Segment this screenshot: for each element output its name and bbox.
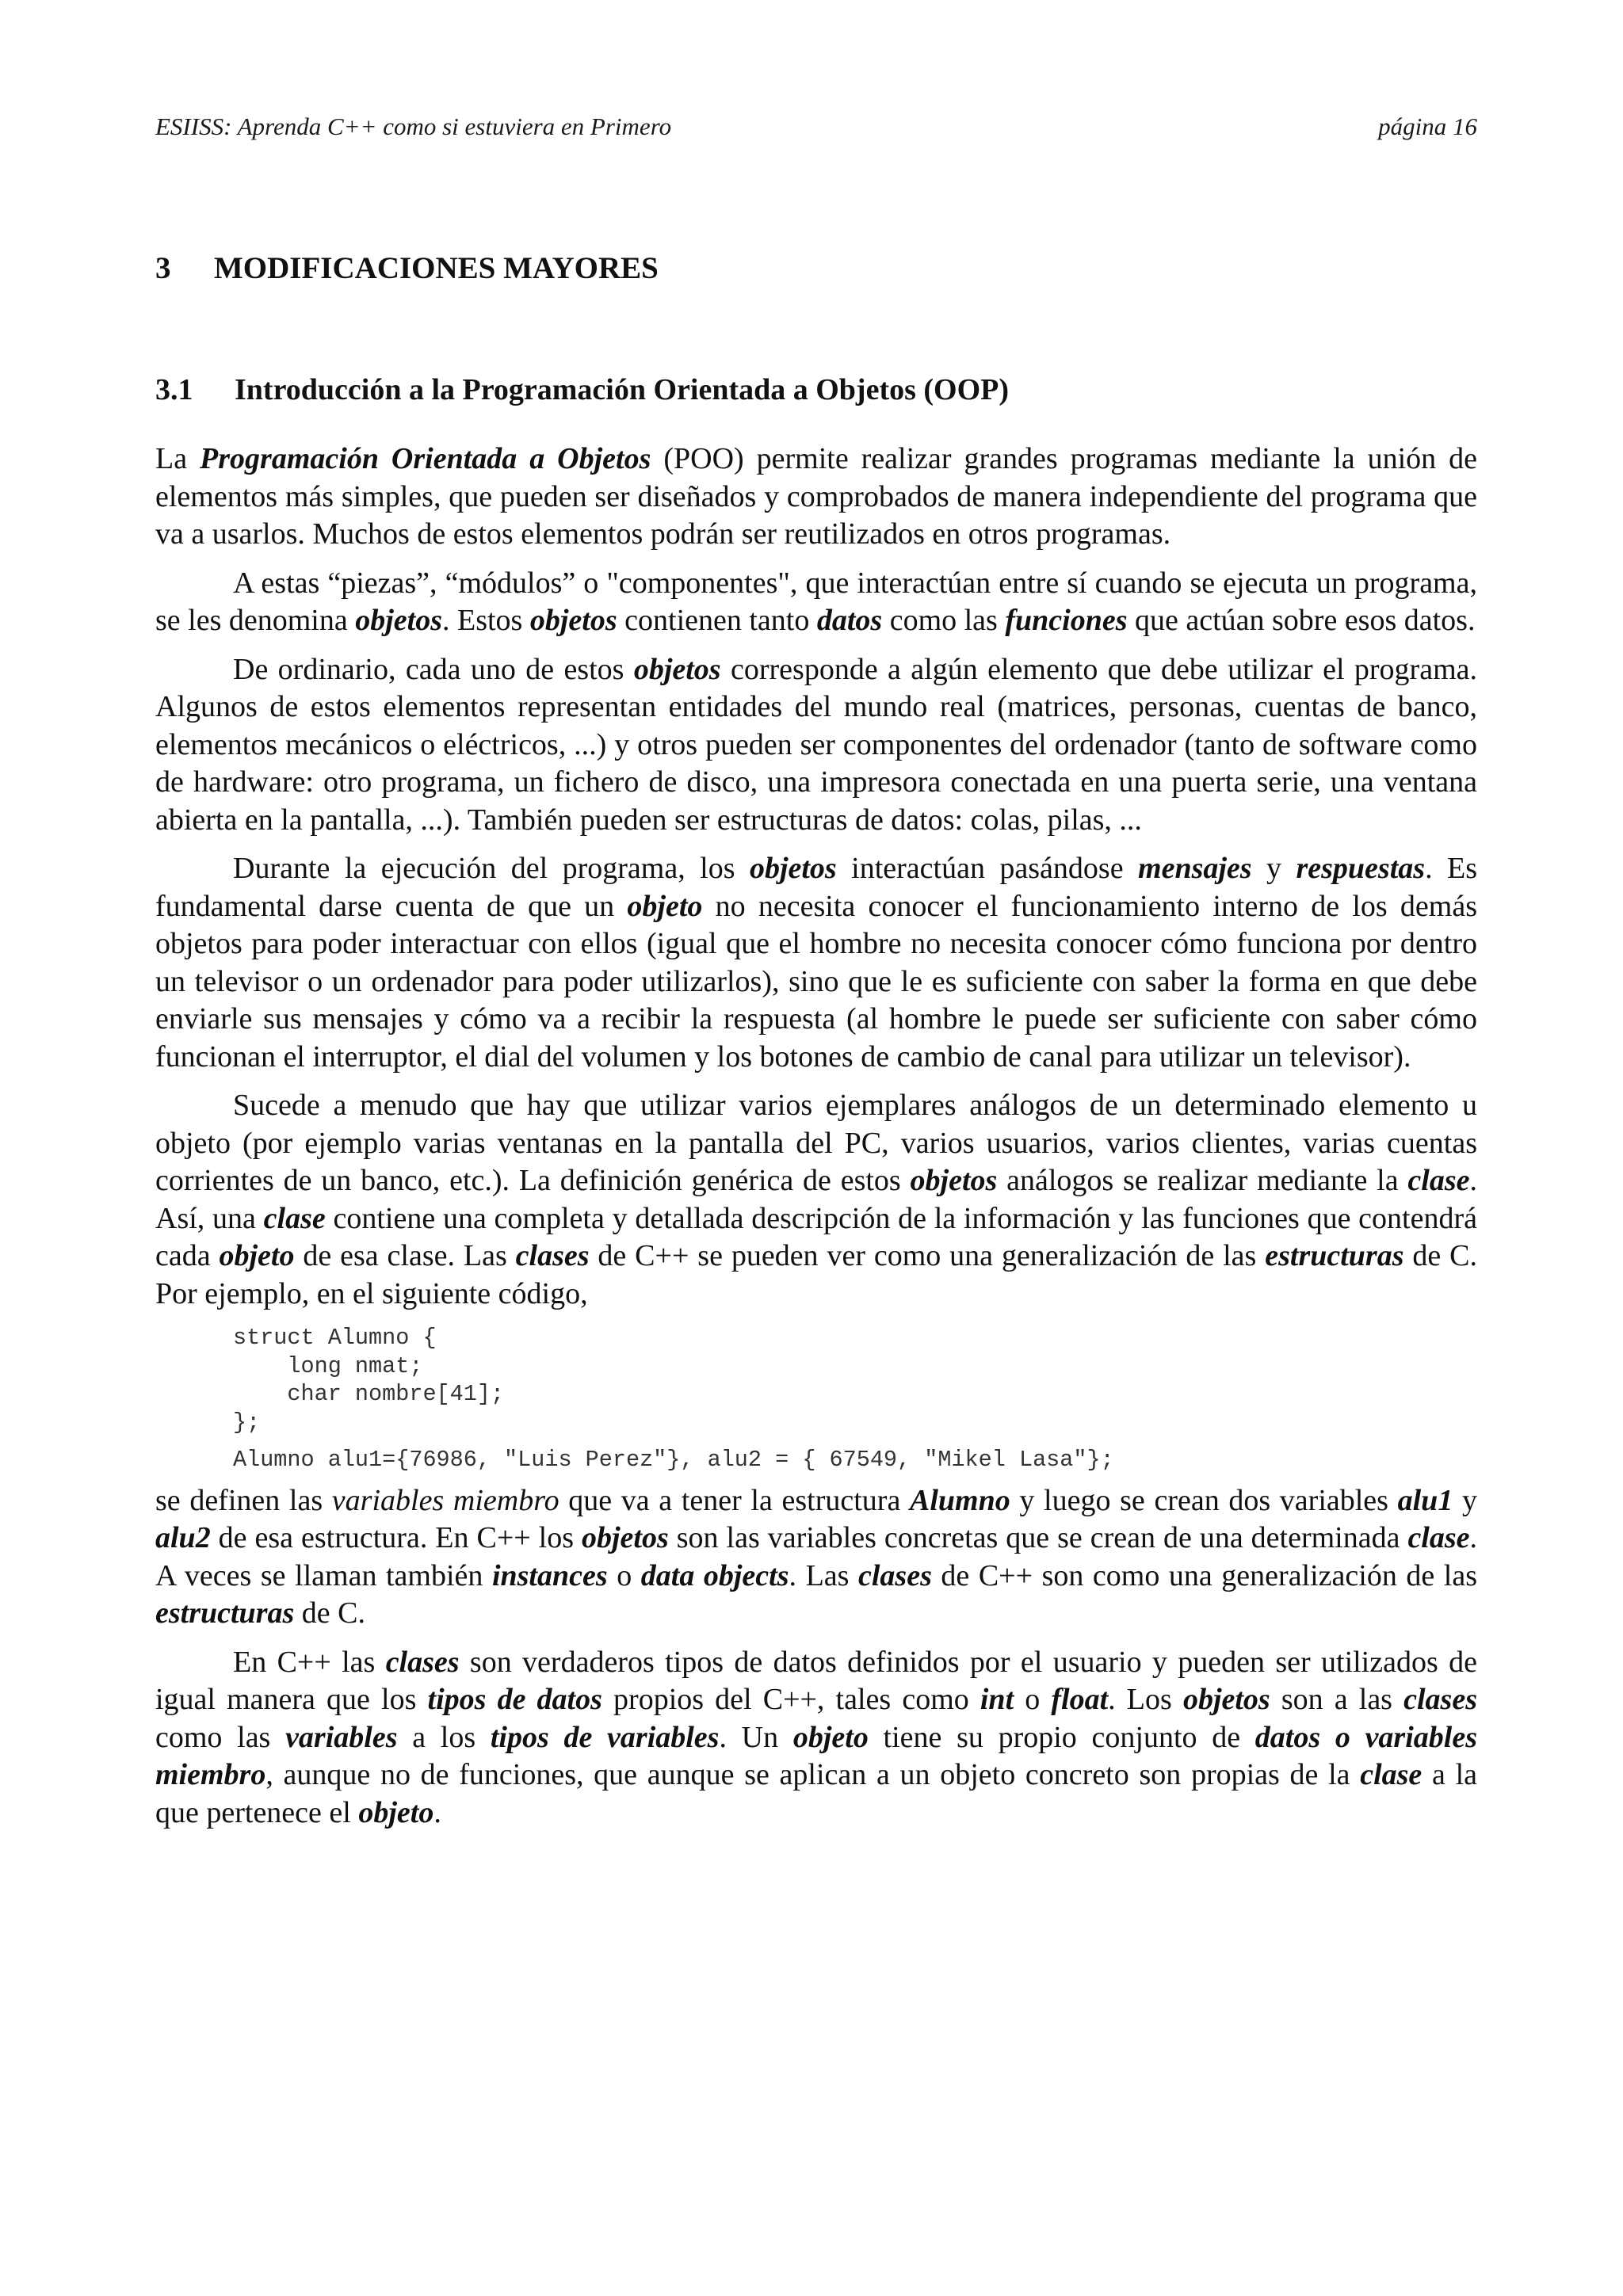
emphasis-term: clases xyxy=(515,1239,590,1272)
paragraph xyxy=(155,1087,1477,1313)
running-header xyxy=(155,113,1477,141)
paragraph xyxy=(155,850,1477,1076)
text-run: , aunque no de funciones, que aunque se aplican a un objeto concreto son propias de la xyxy=(265,1758,1361,1791)
emphasis-term: mensajes xyxy=(1138,852,1252,885)
emphasis-term: objetos xyxy=(582,1521,669,1554)
code-struct-definition: struct Alumno { long nmat; char nombre[41]; }; xyxy=(233,1325,505,1436)
emphasis-term: estructuras xyxy=(1265,1239,1404,1272)
text-run: y xyxy=(1453,1483,1477,1517)
emphasis-term: respuestas xyxy=(1296,852,1426,885)
text-run: de esa clase. Las xyxy=(294,1239,516,1272)
emphasis-term: float xyxy=(1051,1683,1109,1716)
section-heading xyxy=(155,250,659,286)
subsection-heading xyxy=(155,372,1009,407)
text-run: y xyxy=(1251,852,1296,885)
text-run: y luego se crean dos variables xyxy=(1010,1483,1398,1517)
header-page-number: página 16 xyxy=(1378,113,1477,140)
header-title: ESIISS: Aprenda C++ como si estuviera en Primero xyxy=(155,113,672,140)
subsection-title: Introducción a la Programación Orientada a Objetos (OOP) xyxy=(235,373,1010,406)
text-run: . Estos xyxy=(442,604,530,637)
text-run: como las xyxy=(155,1720,286,1754)
code-variable-declaration: Alumno alu1={76986, "Luis Perez"}, alu2 = { 67549, "Mikel Lasa"}; xyxy=(233,1447,1114,1473)
emphasis-term: variables xyxy=(285,1720,398,1754)
text-run: de C++ se pueden ver como una generalización de las xyxy=(589,1239,1266,1272)
text-run: De ordinario, cada uno de estos xyxy=(233,652,634,686)
text-run: . xyxy=(433,1795,441,1829)
emphasis-term: Programación Orientada a Objetos xyxy=(200,442,651,475)
section-title: MODIFICACIONES MAYORES xyxy=(214,251,659,285)
emphasis-term: variables miembro xyxy=(331,1483,559,1517)
text-run: interactúan pasándose xyxy=(836,852,1139,885)
emphasis-term: datos o variables miembro xyxy=(155,1720,1477,1791)
text-run: corresponde a algún elemento que debe utilizar el programa. Algunos de estos elementos representan entidades del mundo real (matrices, personas, cuentas de banco, elementos mecánicos o eléctricos, ...) y otros pueden ser componentes del ordenador (tanto de software como de hardware: otro programa, un fichero de disco, una impresora conectada en una puerta serie, una ventana abierta en la pantalla, ...). También pueden ser estructuras de datos: colas, pilas, ... xyxy=(155,652,1477,837)
text-run: A estas “piezas”, “módulos” o "componentes", que interactúan entre sí cuando se ejecuta un programa, se les denomina xyxy=(155,566,1477,637)
text-run: o xyxy=(607,1558,641,1592)
emphasis-term: objeto xyxy=(358,1795,434,1829)
text-run: . Los xyxy=(1108,1683,1183,1716)
emphasis-term: clase xyxy=(1407,1521,1470,1554)
text-run: de C++ son como una generalización de las xyxy=(931,1558,1478,1592)
section-number: 3 xyxy=(155,251,171,285)
text-run: . A veces se llaman también xyxy=(155,1521,1478,1592)
emphasis-term: objetos xyxy=(529,604,617,637)
emphasis-term: int xyxy=(980,1683,1014,1716)
text-run: de C. xyxy=(294,1596,365,1630)
emphasis-term: alu1 xyxy=(1397,1483,1453,1517)
text-run: tiene su propio conjunto de xyxy=(868,1720,1255,1754)
emphasis-term: clase xyxy=(263,1201,326,1235)
text-run: o xyxy=(1014,1683,1052,1716)
paragraph xyxy=(155,441,1477,554)
text-run: propios del C++, tales como xyxy=(601,1683,980,1716)
subsection-number: 3.1 xyxy=(155,373,193,406)
text-run: Sucede a menudo que hay que utilizar varios ejemplares análogos de un determinado elemento u objeto (por ejemplo varias ventanas en la pantalla del PC, varios usuarios, varios clientes, varias cuentas corrientes de un banco, etc.). La definición genérica de estos xyxy=(155,1089,1477,1197)
emphasis-term: objetos xyxy=(749,852,837,885)
text-run: (POO) permite realizar grandes programas mediante la unión de elementos más simples, que pueden ser diseñados y comprobados de manera independiente del programa que va a usarlos. Muchos de estos elementos podrán ser reutilizados en otros programas. xyxy=(155,442,1477,551)
text-run: no necesita conocer el funcionamiento interno de los demás objetos para poder interactuar con ellos (igual que el hombre no necesita conocer cómo funciona por dentro un televisor o un ordenador para poder utilizarlos), sino que le es suficiente con saber la forma en que debe enviarle sus mensajes y cómo va a recibir la respuesta (al hombre le puede ser suficiente con saber cómo funcionan el interruptor, el dial del volumen y los botones de cambio de canal para utilizar un televisor). xyxy=(155,889,1477,1074)
emphasis-term: Alumno xyxy=(909,1483,1010,1517)
text-run: que actúan sobre esos datos. xyxy=(1127,604,1476,637)
emphasis-term: tipos de datos xyxy=(427,1683,602,1716)
text-run: . Así, una xyxy=(155,1164,1477,1235)
emphasis-term: tipos de variables xyxy=(490,1720,720,1754)
emphasis-term: objetos xyxy=(1182,1683,1270,1716)
emphasis-term: clases xyxy=(385,1645,460,1679)
emphasis-term: objetos xyxy=(910,1164,998,1197)
text-run: Durante la ejecución del programa, los xyxy=(233,852,750,885)
emphasis-term: alu2 xyxy=(155,1521,211,1554)
body-text xyxy=(155,441,1477,1843)
emphasis-term: data objects xyxy=(640,1558,789,1592)
text-run: . Un xyxy=(719,1720,793,1754)
text-run: que va a tener la estructura xyxy=(559,1483,910,1517)
emphasis-term: clase xyxy=(1360,1758,1423,1791)
text-run: contiene una completa y detallada descripción de la información y las funciones que contendrá cada xyxy=(155,1201,1477,1272)
text-run: son las variables concretas que se crean de una determinada xyxy=(668,1521,1408,1554)
emphasis-term: clases xyxy=(1403,1683,1477,1716)
text-run: En C++ las xyxy=(233,1645,386,1679)
paragraph xyxy=(155,651,1477,840)
paragraphs-before-code xyxy=(155,441,1477,1313)
emphasis-term: objeto xyxy=(219,1239,295,1272)
text-run: de esa estructura. En C++ los xyxy=(210,1521,582,1554)
emphasis-term: clases xyxy=(857,1558,932,1592)
text-run: contienen tanto xyxy=(617,604,817,637)
text-run: como las xyxy=(882,604,1006,637)
emphasis-term: objeto xyxy=(792,1720,869,1754)
emphasis-term: datos xyxy=(816,604,883,637)
emphasis-term: estructuras xyxy=(155,1596,295,1630)
emphasis-term: objetos xyxy=(633,652,721,686)
emphasis-term: objetos xyxy=(355,604,442,637)
text-run: son a las xyxy=(1270,1683,1404,1716)
text-run: son verdaderos tipos de datos definidos por el usuario y pueden ser utilizados de igual manera que los xyxy=(155,1645,1477,1716)
text-run: se definen las xyxy=(155,1483,332,1517)
text-run: de C. Por ejemplo, en el siguiente código, xyxy=(155,1239,1478,1310)
emphasis-term: clase xyxy=(1407,1164,1470,1197)
text-run: La xyxy=(155,442,200,475)
paragraph xyxy=(155,1482,1477,1633)
text-run: . Es fundamental darse cuenta de que un xyxy=(155,852,1478,923)
emphasis-term: instances xyxy=(491,1558,608,1592)
paragraph xyxy=(155,1644,1477,1833)
text-run: . Las xyxy=(789,1558,858,1592)
paragraph xyxy=(155,565,1477,640)
emphasis-term: objeto xyxy=(627,889,703,923)
text-run: a la que pertenece el xyxy=(155,1758,1477,1829)
paragraphs-after-code xyxy=(155,1482,1477,1833)
text-run: análogos se realizar mediante la xyxy=(997,1164,1408,1197)
emphasis-term: funciones xyxy=(1005,604,1128,637)
text-run: a los xyxy=(397,1720,491,1754)
